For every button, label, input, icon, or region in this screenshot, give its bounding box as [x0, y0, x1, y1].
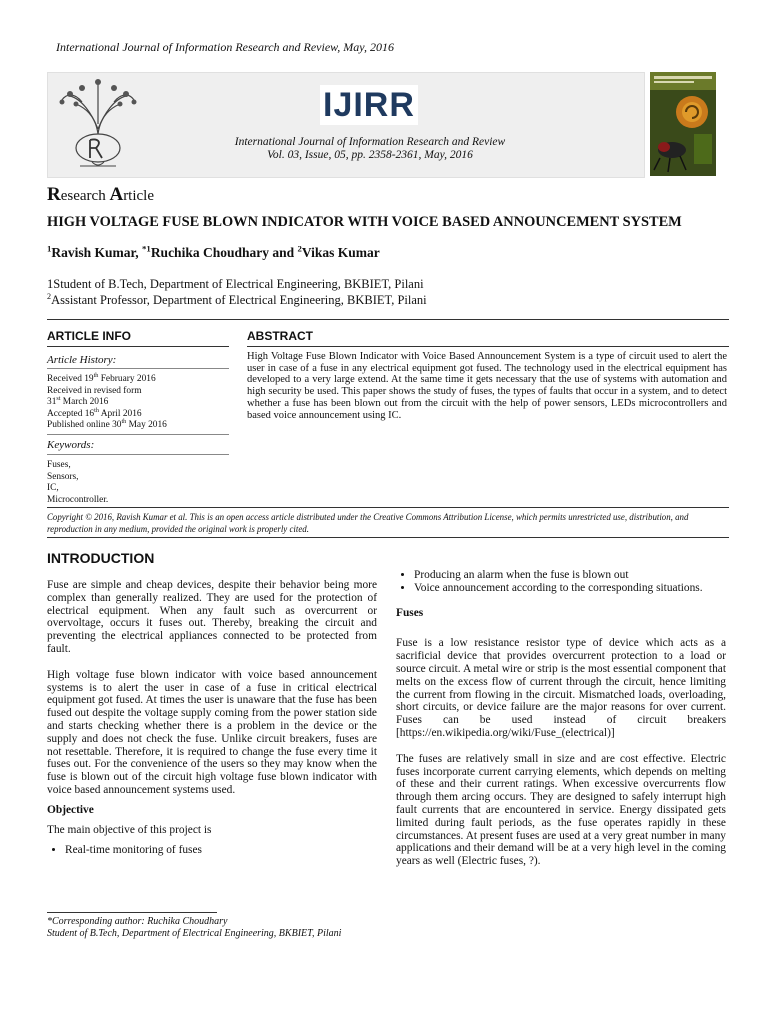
paragraph: The fuses are relatively small in size and are cost effective. Electric fuses incorporate current carrying elements, which depends on melting of these and their current ratings. When excessive overcurrents flow through them arcing occurs. They are designed to safely interrupt high fault currents that are encountered in service. Energy dissipated gets limited during fault periods, as the fuse operates rapidly in these circumstances. At present fuses are used at a very great number in many applications and their demand will be at a very high level in the coming years as well (Electric fuses, ?). — [396, 752, 726, 868]
article-type: Research Article — [47, 184, 155, 205]
history-entry: 31st March 2016 — [47, 395, 109, 407]
divider — [47, 507, 729, 508]
volume-issue: Vol. 03, Issue, 05, pp. 2358-2361, May, 2016 — [267, 149, 473, 161]
keyword: Sensors, — [47, 471, 79, 482]
paragraph: Fuse are simple and cheap devices, despite their behavior being more complex than generally realized. They are used for the protection of electrical equipment. When any fault such as overcurrent or overvoltage, occurs it fuses out. Thereby, breaking the circuit and preventing the electrical appliances connected to be protected from fault. — [47, 579, 377, 655]
journal-brand-logo: IJIRR — [320, 85, 418, 125]
history-entry: Published online 30th May 2016 — [47, 418, 167, 430]
history-entry: Accepted 16th April 2016 — [47, 407, 142, 419]
keywords-label: Keywords: — [47, 439, 95, 451]
left-column — [47, 579, 377, 857]
fuses-heading: Fuses — [396, 606, 424, 619]
author: $^1$Ravish Kumar, — [47, 243, 143, 260]
article-info-heading: ARTICLE INFO — [47, 329, 131, 343]
journal-emblem-logo — [52, 74, 144, 174]
keyword: Fuses, — [47, 460, 71, 470]
divider — [247, 346, 729, 347]
right-column — [396, 569, 726, 868]
paragraph: Fuse is a low resistance resistor type of device which acts as a sacrificial device that provides overcurrent protection to a load or source circuit. A metal wire or strip is the most essential component that melts on the excess flow of current through the circuit, hence limiting the current from flowing in the circuit. Mismatched loads, overloading, short circuits, or device failure are the major reasons for over current. Fuses can be used instead of circuit breakers [https://en.wikipedia.org/wiki/Fuse_(electrical)] — [396, 637, 726, 739]
author-list — [47, 245, 380, 261]
paragraph: High voltage fuse blown indicator with voice based announcement systems is to alert the user in case of a fuse in critical electrical equipment got fused. At times the user is unaware that the fuse has been fused out despite the voltage supply coming from the power station side and starts checking whether there is a problem in the device or the supply and does not check the fuse. Unlike circuit breakers, fuses are not resettable. Therefore, it is required to change the fuse every time it fuses out. For the convenience of the users so they may know when the fuse is blown out of the circuit high voltage fuse blown indicator with voice based announcement systems used. — [47, 668, 377, 796]
running-header: International Journal of Information Research and Review, May, 2016 — [56, 40, 394, 54]
divider — [47, 537, 729, 538]
abstract-text: High Voltage Fuse Blown Indicator with Voice Based Announcement System is a type of circuit used to alert the user in case of a fuse in any electrical equipment got fused. The technology used in the electrical equipment has developed to a very large extend. At the same time it gets necessary that the use of systems with automation and high security be used. This paper shows the study of fuses, the types of faults that occur in a system, and to detect whether a fuse has been blown out from the circuit with the help of power sensors, LEDs microcontrollers and based voice announcement using IC. — [247, 351, 727, 421]
affiliation: 1Student of B.Tech, Department of Electrical Engineering, BKBIET, Pilani — [47, 277, 424, 291]
footnote-rule — [47, 912, 217, 913]
corresponding-author-footnote: *Corresponding author: Ruchika Choudhary Student of B.Tech, Department of Electrical Engineering, BKBIET, Pilani — [47, 916, 342, 939]
copyright-notice: Copyright © 2016, Ravish Kumar et al. This is an open access article distributed under the Creative Commons Attribution License, which permits unrestricted use, distribution, and reproduction in any medium, provided the original work is properly cited. — [47, 512, 689, 534]
divider — [47, 454, 229, 455]
list-item: • Voice announcement according to the corresponding situations. — [414, 582, 726, 595]
divider — [47, 368, 229, 369]
objective-list — [47, 844, 377, 857]
history-entry: Received 19th February 2016 — [47, 372, 156, 384]
journal-name: International Journal of Information Research and Review — [234, 136, 506, 148]
journal-cover-thumbnail — [650, 72, 716, 176]
objective-heading: Objective — [47, 803, 94, 816]
divider — [47, 346, 229, 347]
author: $^{*1}$Ruchika Choudhary and — [142, 243, 298, 260]
history-entry: Received in revised form — [47, 385, 142, 396]
divider — [47, 434, 229, 435]
objective-list-continued — [396, 569, 726, 595]
article-history-label: Article History: — [47, 354, 117, 366]
paper-title: HIGH VOLTAGE FUSE BLOWN INDICATOR WITH VOICE BASED ANNOUNCEMENT SYSTEM — [47, 214, 682, 230]
affiliation: $^2$Assistant Professor, Department of Electrical Engineering, BKBIET, Pilani — [47, 291, 427, 307]
journal-citation — [150, 136, 590, 162]
keyword: IC, — [47, 483, 59, 493]
introduction-heading: INTRODUCTION — [47, 550, 155, 566]
list-item: • Producing an alarm when the fuse is blown out — [414, 569, 726, 582]
paragraph: The main objective of this project is — [47, 823, 212, 836]
keyword: Microcontroller. — [47, 494, 109, 505]
author: $^2$Vikas Kumar — [297, 243, 380, 260]
list-item: • Real-time monitoring of fuses — [65, 844, 377, 857]
abstract-heading: ABSTRACT — [247, 329, 313, 343]
keyword-list — [47, 460, 227, 506]
article-history — [47, 374, 227, 432]
divider — [47, 319, 729, 320]
